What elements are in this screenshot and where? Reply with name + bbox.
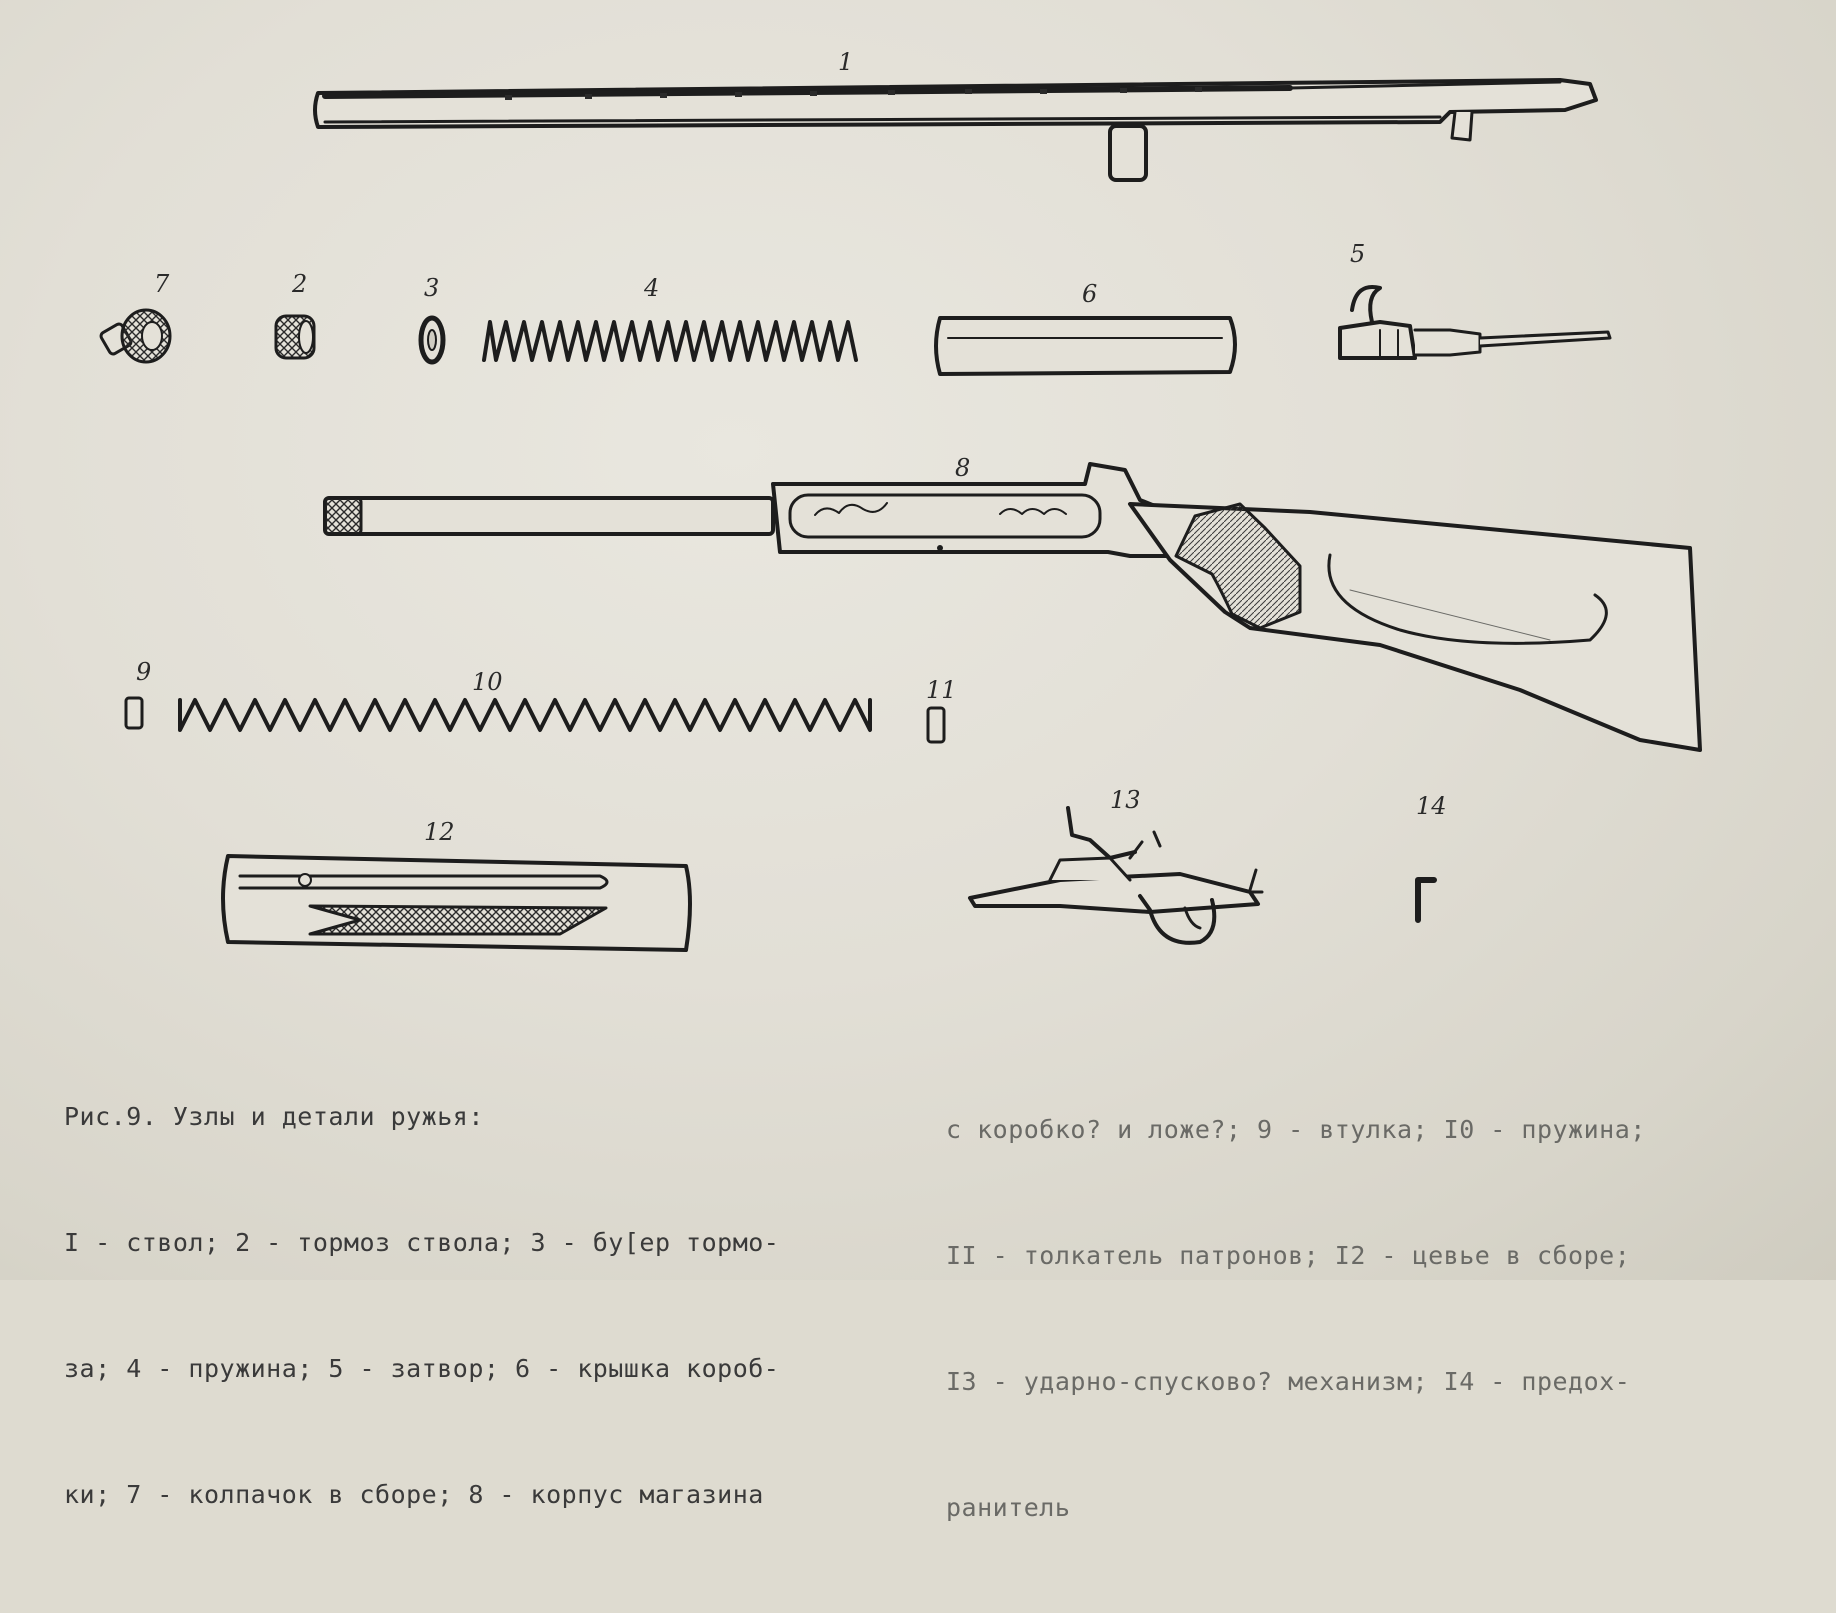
magazine-body-drawing bbox=[325, 464, 1700, 750]
bushing-drawing bbox=[126, 698, 142, 728]
label-part-2: 2 bbox=[292, 270, 308, 298]
caption-line: ранитель bbox=[946, 1493, 1071, 1522]
label-part-14: 14 bbox=[1416, 792, 1447, 820]
safety-drawing bbox=[1418, 880, 1434, 920]
label-part-8: 8 bbox=[955, 454, 971, 482]
label-part-10: 10 bbox=[472, 668, 503, 696]
forend-drawing bbox=[223, 856, 690, 950]
label-part-7: 7 bbox=[154, 270, 170, 298]
label-part-5: 5 bbox=[1350, 240, 1366, 268]
caption-line: I3 - ударно-спусково? механизм; I4 - предох- bbox=[946, 1367, 1631, 1396]
long-spring-drawing bbox=[180, 700, 870, 730]
bolt-drawing bbox=[1340, 287, 1610, 358]
trigger-mechanism-drawing bbox=[970, 808, 1262, 943]
label-part-4: 4 bbox=[644, 274, 660, 302]
label-part-6: 6 bbox=[1082, 280, 1098, 308]
figure-caption-right bbox=[946, 1025, 1746, 1613]
small-spring-drawing bbox=[484, 322, 856, 360]
figure-caption-left bbox=[64, 1012, 884, 1600]
caption-line: за; 4 - пружина; 5 - затвор; 6 - крышка короб- bbox=[64, 1354, 780, 1383]
label-part-12: 12 bbox=[424, 818, 455, 846]
caption-title: Рис.9. Узлы и детали ружья: bbox=[64, 1102, 484, 1131]
brake-buffer-drawing bbox=[421, 318, 443, 362]
cap-drawing bbox=[100, 310, 170, 362]
label-part-11: 11 bbox=[926, 676, 957, 704]
barrel-brake-drawing bbox=[276, 316, 314, 358]
receiver-cover-drawing bbox=[936, 318, 1235, 374]
caption-line: II - толкатель патронов; I2 - цевье в сборе; bbox=[946, 1241, 1631, 1270]
label-part-1: 1 bbox=[838, 48, 854, 76]
label-part-3: 3 bbox=[424, 274, 440, 302]
cartridge-pusher-drawing bbox=[928, 708, 944, 742]
label-part-13: 13 bbox=[1110, 786, 1141, 814]
caption-line: ки; 7 - колпачок в сборе; 8 - корпус магазина bbox=[64, 1480, 764, 1509]
label-part-9: 9 bbox=[136, 658, 152, 686]
caption-line: с коробко? и ложе?; 9 - втулка; I0 - пружина; bbox=[946, 1115, 1646, 1144]
caption-line: I - ствол; 2 - тормоз ствола; 3 - бу[ер тормо- bbox=[64, 1228, 780, 1257]
barrel-drawing bbox=[315, 80, 1596, 180]
